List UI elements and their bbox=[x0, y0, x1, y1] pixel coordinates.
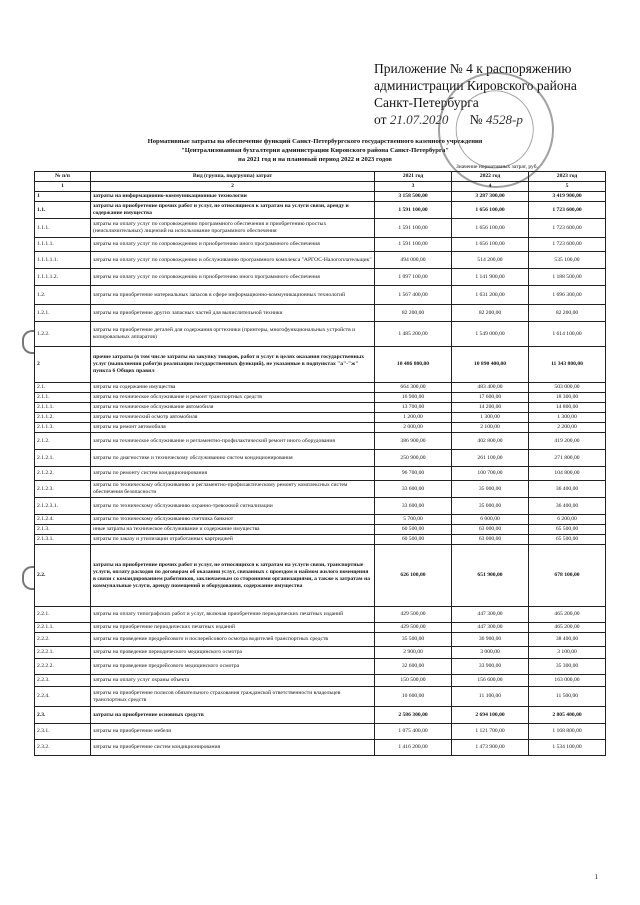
table-body bbox=[35, 192, 606, 756]
row-value-2022: 1 549 000,00 bbox=[452, 322, 529, 347]
row-value-2021: 1 097 100,00 bbox=[375, 269, 452, 286]
row-value-2021: 429 500,00 bbox=[375, 607, 452, 623]
row-code: 2.1.1. bbox=[35, 393, 91, 403]
table-row bbox=[35, 659, 606, 675]
row-value-2022: 1 656 100,00 bbox=[452, 202, 529, 219]
row-value-2022: 1 656 100,00 bbox=[452, 238, 529, 252]
row-value-2021: 1 591 100,00 bbox=[375, 238, 452, 252]
row-code: 2.2.2.2. bbox=[35, 659, 91, 675]
row-name: затраты на техническое обслуживание и ремонт транспортных средств bbox=[91, 393, 375, 403]
row-value-2021: 386 900,00 bbox=[375, 433, 452, 450]
table-row bbox=[35, 269, 606, 286]
row-code: 1.2. bbox=[35, 286, 91, 305]
row-name: затраты по техническому обслуживанию и регламентно-профилактическому ремонту комплексных систем обеспечения безопасности bbox=[91, 481, 375, 498]
row-code: 2.3. bbox=[35, 707, 91, 724]
row-name: иные затраты на техническое обслуживание и содержание имущества bbox=[91, 525, 375, 535]
row-code: 2.1.1.2. bbox=[35, 413, 91, 423]
row-value-2021: 96 700,00 bbox=[375, 467, 452, 481]
col-num-4: 4 bbox=[452, 182, 529, 192]
table-row bbox=[35, 675, 606, 687]
row-value-2021: 150 500,00 bbox=[375, 675, 452, 687]
row-code: 1.1.1.1.2. bbox=[35, 269, 91, 286]
row-value-2023: 678 100,00 bbox=[529, 545, 606, 607]
row-value-2023: 65 500,00 bbox=[529, 525, 606, 535]
table-row bbox=[35, 413, 606, 423]
table-row bbox=[35, 423, 606, 433]
table-row bbox=[35, 647, 606, 659]
table-row bbox=[35, 286, 606, 305]
row-code: 2.1.1.3. bbox=[35, 423, 91, 433]
row-value-2021: 5 700,00 bbox=[375, 515, 452, 525]
table-row bbox=[35, 305, 606, 322]
row-value-2022: 63 000,00 bbox=[452, 535, 529, 545]
row-value-2023: 1 614 100,00 bbox=[529, 322, 606, 347]
row-name: затраты по техническому обслуживанию счетчика банкнот bbox=[91, 515, 375, 525]
row-code: 1.1. bbox=[35, 202, 91, 219]
table-row bbox=[35, 403, 606, 413]
col-num-2: 2 bbox=[91, 182, 375, 192]
table-row bbox=[35, 393, 606, 403]
row-value-2021: 664 300,00 bbox=[375, 383, 452, 393]
row-name: затраты по заказу и утилизации отработанных картриджей bbox=[91, 535, 375, 545]
row-value-2021: 1 075 400,00 bbox=[375, 724, 452, 740]
table-row bbox=[35, 450, 606, 467]
row-value-2023: 503 000,00 bbox=[529, 383, 606, 393]
row-value-2023: 163 000,00 bbox=[529, 675, 606, 687]
number-sign: № bbox=[469, 112, 483, 127]
row-name: затраты на оплату услуг по сопровождению и приобретению иного программного обеспечения bbox=[91, 238, 375, 252]
table-row bbox=[35, 498, 606, 515]
row-name: затраты на оплату услуг по сопровождению и обслуживанию программного комплекса "АРГОС-Налогоплательщик" bbox=[91, 252, 375, 269]
appendix-line-2: администрации Кировского района bbox=[374, 78, 577, 93]
table-row bbox=[35, 535, 606, 545]
row-name: прочие затраты (в том числе затраты на закупку товаров, работ и услуг в целях оказания государственных услуг (выполнения работ)и реализации государственных функций), не указанные в подпунктах "а"-"ж" пункта 6 Общих правил bbox=[91, 347, 375, 383]
row-value-2022: 3 287 300,00 bbox=[452, 192, 529, 202]
row-value-2022: 11 100,00 bbox=[452, 687, 529, 707]
row-value-2021: 60 500,00 bbox=[375, 535, 452, 545]
row-value-2023: 535 100,00 bbox=[529, 252, 606, 269]
row-value-2023: 11 343 800,00 bbox=[529, 347, 606, 383]
row-value-2023: 2 805 400,00 bbox=[529, 707, 606, 724]
table-row bbox=[35, 633, 606, 647]
row-value-2023: 465 200,00 bbox=[529, 607, 606, 623]
row-value-2023: 35 300,00 bbox=[529, 659, 606, 675]
row-value-2023: 104 800,00 bbox=[529, 467, 606, 481]
table-row bbox=[35, 433, 606, 450]
row-code: 2.3.2. bbox=[35, 740, 91, 756]
row-name: затраты на приобретение прочих работ и услуг, не относящиеся к затратам на услуги связи, аренду и содержание имущества bbox=[91, 202, 375, 219]
row-code: 1.1.1.1. bbox=[35, 238, 91, 252]
table-row bbox=[35, 545, 606, 607]
header-number: № п/п bbox=[35, 172, 91, 182]
row-name: затраты на проведение предрейсового медицинского осмотра bbox=[91, 659, 375, 675]
title-line-1: Нормативные затраты на обеспечение функций Санкт-Петербургского государственного казенного учреждения bbox=[147, 138, 483, 145]
row-code: 1.1.1.1.1. bbox=[35, 252, 91, 269]
row-value-2023: 65 500,00 bbox=[529, 535, 606, 545]
table-row bbox=[35, 724, 606, 740]
row-value-2023: 419 200,00 bbox=[529, 433, 606, 450]
table-row bbox=[35, 219, 606, 238]
cost-table bbox=[34, 171, 606, 756]
row-code: 1.2.2. bbox=[35, 322, 91, 347]
col-num-5: 5 bbox=[529, 182, 606, 192]
row-value-2022: 36 900,00 bbox=[452, 633, 529, 647]
row-value-2021: 33 600,00 bbox=[375, 498, 452, 515]
row-code: 2.2.4. bbox=[35, 687, 91, 707]
table-row bbox=[35, 687, 606, 707]
row-value-2022: 3 000,00 bbox=[452, 647, 529, 659]
row-value-2023: 1 723 600,00 bbox=[529, 238, 606, 252]
row-name: затраты на приобретение основных средств bbox=[91, 707, 375, 724]
page-number: 1 bbox=[594, 873, 598, 881]
table-row bbox=[35, 515, 606, 525]
row-value-2023: 1 534 100,00 bbox=[529, 740, 606, 756]
row-name: затраты на приобретение материальных запасов в сфере информационно-коммуникационных технологий bbox=[91, 286, 375, 305]
header-2022: 2022 год bbox=[452, 172, 529, 182]
row-name: затраты на содержание имущества bbox=[91, 383, 375, 393]
row-value-2022: 100 700,00 bbox=[452, 467, 529, 481]
row-value-2022: 1 300,00 bbox=[452, 413, 529, 423]
row-value-2021: 32 600,00 bbox=[375, 659, 452, 675]
row-value-2021: 250 900,00 bbox=[375, 450, 452, 467]
row-value-2021: 13 700,00 bbox=[375, 403, 452, 413]
row-value-2022: 63 000,00 bbox=[452, 525, 529, 535]
header-number-row bbox=[35, 182, 606, 192]
row-value-2021: 33 600,00 bbox=[375, 481, 452, 498]
row-name: затраты на оплату услуг по сопровождению программного обеспечения и приобретению простых (неисключительных) лицензий на использование программного обеспечения bbox=[91, 219, 375, 238]
row-value-2023: 6 200,00 bbox=[529, 515, 606, 525]
row-code: 2.2.1. bbox=[35, 607, 91, 623]
table-row bbox=[35, 481, 606, 498]
row-code: 2.3.1. bbox=[35, 724, 91, 740]
row-value-2021: 60 500,00 bbox=[375, 525, 452, 535]
table-row bbox=[35, 467, 606, 481]
row-value-2023: 18 300,00 bbox=[529, 393, 606, 403]
table-row bbox=[35, 607, 606, 623]
row-code: 2.1.2.3.1. bbox=[35, 498, 91, 515]
row-name: затраты на технический осмотр автомобиля bbox=[91, 413, 375, 423]
table-row bbox=[35, 347, 606, 383]
row-code: 2.1. bbox=[35, 383, 91, 393]
row-value-2023: 1 188 500,00 bbox=[529, 269, 606, 286]
row-code: 2.1.2.1. bbox=[35, 450, 91, 467]
table-row bbox=[35, 252, 606, 269]
table-row bbox=[35, 623, 606, 633]
row-value-2022: 2 100,00 bbox=[452, 423, 529, 433]
row-value-2022: 1 656 100,00 bbox=[452, 219, 529, 238]
row-value-2022: 514 200,00 bbox=[452, 252, 529, 269]
row-value-2023: 2 200,00 bbox=[529, 423, 606, 433]
row-value-2021: 10 600,00 bbox=[375, 687, 452, 707]
row-name: затраты по ремонту систем кондиционирования bbox=[91, 467, 375, 481]
row-value-2021: 82 200,00 bbox=[375, 305, 452, 322]
row-name: затраты на ремонт автомобиля bbox=[91, 423, 375, 433]
row-value-2022: 1 121 700,00 bbox=[452, 724, 529, 740]
row-code: 2.1.2.4. bbox=[35, 515, 91, 525]
row-value-2022: 35 000,00 bbox=[452, 481, 529, 498]
header-type: Вид (группа, подгруппа) затрат bbox=[91, 172, 375, 182]
row-code: 2.2. bbox=[35, 545, 91, 607]
row-name: затраты на оплату типографских работ и услуг, включая приобретение периодических печатных изданий bbox=[91, 607, 375, 623]
row-code: 2.2.1.1. bbox=[35, 623, 91, 633]
row-value-2023: 38 400,00 bbox=[529, 633, 606, 647]
row-value-2021: 10 486 800,00 bbox=[375, 347, 452, 383]
order-date: 21.07.2020 bbox=[389, 112, 449, 127]
row-value-2021: 35 500,00 bbox=[375, 633, 452, 647]
row-value-2023: 271 800,00 bbox=[529, 450, 606, 467]
row-value-2021: 1 416 200,00 bbox=[375, 740, 452, 756]
row-value-2021: 2 900,00 bbox=[375, 647, 452, 659]
row-value-2022: 447 300,00 bbox=[452, 623, 529, 633]
row-value-2023: 1 168 800,00 bbox=[529, 724, 606, 740]
row-value-2023: 1 696 300,00 bbox=[529, 286, 606, 305]
row-value-2022: 35 000,00 bbox=[452, 498, 529, 515]
row-value-2023: 82 200,00 bbox=[529, 305, 606, 322]
unit-label: Значение нормативных затрат, руб. bbox=[456, 164, 538, 170]
row-code: 2 bbox=[35, 347, 91, 383]
row-value-2023: 36 400,00 bbox=[529, 481, 606, 498]
appendix-line-1: Приложение № 4 к распоряжению bbox=[374, 61, 572, 76]
row-name: затраты на приобретение систем кондиционирования bbox=[91, 740, 375, 756]
row-value-2021: 626 100,00 bbox=[375, 545, 452, 607]
row-name: затраты на техническое обслуживание и регламентно-профилактический ремонт иного оборудования bbox=[91, 433, 375, 450]
title-line-3: на 2021 год и на плановый период 2022 и 2023 годов bbox=[238, 156, 392, 163]
table-row bbox=[35, 322, 606, 347]
row-value-2021: 1 591 100,00 bbox=[375, 202, 452, 219]
row-name: затраты по диагностике и техническому обслуживанию систем кондиционирования bbox=[91, 450, 375, 467]
row-value-2022: 261 100,00 bbox=[452, 450, 529, 467]
row-value-2021: 2 586 300,00 bbox=[375, 707, 452, 724]
row-value-2022: 402 800,00 bbox=[452, 433, 529, 450]
row-value-2021: 16 900,00 bbox=[375, 393, 452, 403]
row-value-2022: 156 600,00 bbox=[452, 675, 529, 687]
row-code: 2.1.2.2. bbox=[35, 467, 91, 481]
appendix-line-3: Санкт-Петербурга bbox=[374, 95, 479, 110]
row-name: затраты на приобретение полисов обязательного страхования гражданской ответственности владельцев транспортных средств bbox=[91, 687, 375, 707]
row-value-2023: 1 300,00 bbox=[529, 413, 606, 423]
row-code: 1.1.1. bbox=[35, 219, 91, 238]
row-name: затраты на информационно-коммуникационные технологии bbox=[91, 192, 375, 202]
row-value-2022: 447 300,00 bbox=[452, 607, 529, 623]
row-value-2023: 465 200,00 bbox=[529, 623, 606, 633]
binder-hole bbox=[22, 566, 34, 590]
row-code: 2.1.3.1. bbox=[35, 535, 91, 545]
row-value-2023: 11 500,00 bbox=[529, 687, 606, 707]
header-2023: 2023 год bbox=[529, 172, 606, 182]
table-row bbox=[35, 707, 606, 724]
row-code: 1 bbox=[35, 192, 91, 202]
header-row bbox=[35, 172, 606, 182]
row-value-2022: 1 141 900,00 bbox=[452, 269, 529, 286]
row-name: затраты на приобретение других запасных частей для вычислительной техники bbox=[91, 305, 375, 322]
row-value-2021: 3 158 500,00 bbox=[375, 192, 452, 202]
row-name: затраты на техническое обслуживание автомобиля bbox=[91, 403, 375, 413]
col-num-1: 1 bbox=[35, 182, 91, 192]
table-row bbox=[35, 238, 606, 252]
table-row bbox=[35, 383, 606, 393]
row-value-2022: 6 000,00 bbox=[452, 515, 529, 525]
row-value-2022: 1 473 900,00 bbox=[452, 740, 529, 756]
binder-hole bbox=[22, 330, 34, 354]
row-value-2023: 36 400,00 bbox=[529, 498, 606, 515]
row-name: затраты на проведение периодического медицинского осмотра bbox=[91, 647, 375, 659]
date-prefix: от bbox=[374, 112, 387, 127]
row-value-2022: 2 694 100,00 bbox=[452, 707, 529, 724]
row-value-2022: 14 200,00 bbox=[452, 403, 529, 413]
order-number: 4528-р bbox=[486, 112, 523, 127]
row-value-2021: 1 200,00 bbox=[375, 413, 452, 423]
table-row bbox=[35, 202, 606, 219]
row-value-2022: 1 631 200,00 bbox=[452, 286, 529, 305]
row-name: затраты на приобретение деталей для содержания оргтехники (принтеры, многофункциональных устройств и копировальных аппаратов) bbox=[91, 322, 375, 347]
row-value-2021: 429 500,00 bbox=[375, 623, 452, 633]
row-name: затраты на проведение предрейсового и послерейсового осмотра водителей транспортных средств bbox=[91, 633, 375, 647]
header-2021: 2021 год bbox=[375, 172, 452, 182]
row-code: 2.2.3. bbox=[35, 675, 91, 687]
row-value-2021: 1 591 100,00 bbox=[375, 219, 452, 238]
row-value-2023: 1 723 600,00 bbox=[529, 202, 606, 219]
row-code: 2.1.3. bbox=[35, 525, 91, 535]
row-value-2023: 14 800,00 bbox=[529, 403, 606, 413]
row-value-2021: 494 000,00 bbox=[375, 252, 452, 269]
row-value-2022: 17 600,00 bbox=[452, 393, 529, 403]
row-value-2023: 3 100,00 bbox=[529, 647, 606, 659]
row-value-2021: 2 000,00 bbox=[375, 423, 452, 433]
row-name: затраты на оплату услуг охраны объекта bbox=[91, 675, 375, 687]
row-value-2023: 3 419 900,00 bbox=[529, 192, 606, 202]
row-code: 2.1.2. bbox=[35, 433, 91, 450]
row-name: затраты на приобретение мебели bbox=[91, 724, 375, 740]
row-value-2021: 1 485 200,00 bbox=[375, 322, 452, 347]
row-value-2022: 33 900,00 bbox=[452, 659, 529, 675]
row-name: затраты на приобретение прочих работ и услуг, не относящихся к затратам на услуги связи, транспортные услуги, оплату расходов по договорам об оказании услуг, связанных с проездом и наймом жилого помещения в связи с командированием работников, заключаемым со сторонними организациями, а также к затратам на коммунальные услуги, аренду помещений и оборудования, содержание имущества bbox=[91, 545, 375, 607]
row-name: затраты на приобретение периодических печатных изданий bbox=[91, 623, 375, 633]
row-name: затраты на оплату услуг по сопровождению и приобретению иного программного обеспечения bbox=[91, 269, 375, 286]
table-row bbox=[35, 525, 606, 535]
row-value-2022: 651 900,00 bbox=[452, 545, 529, 607]
document-title bbox=[95, 137, 535, 164]
row-value-2023: 1 723 600,00 bbox=[529, 219, 606, 238]
col-num-3: 3 bbox=[375, 182, 452, 192]
title-line-2: "Централизованная бухгалтерия администрации Кировского района Санкт-Петербурга" bbox=[181, 147, 449, 154]
row-value-2022: 10 890 400,00 bbox=[452, 347, 529, 383]
table-row bbox=[35, 192, 606, 202]
row-name: затраты по техническому обслуживанию охранно-тревожной сигнализации bbox=[91, 498, 375, 515]
row-code: 2.1.2.3. bbox=[35, 481, 91, 498]
row-code: 1.2.1. bbox=[35, 305, 91, 322]
row-value-2021: 1 567 400,00 bbox=[375, 286, 452, 305]
row-code: 2.2.2. bbox=[35, 633, 91, 647]
row-code: 2.1.1.1. bbox=[35, 403, 91, 413]
table-row bbox=[35, 740, 606, 756]
row-value-2022: 82 200,00 bbox=[452, 305, 529, 322]
row-value-2022: 483 400,00 bbox=[452, 383, 529, 393]
row-code: 2.2.2.1. bbox=[35, 647, 91, 659]
